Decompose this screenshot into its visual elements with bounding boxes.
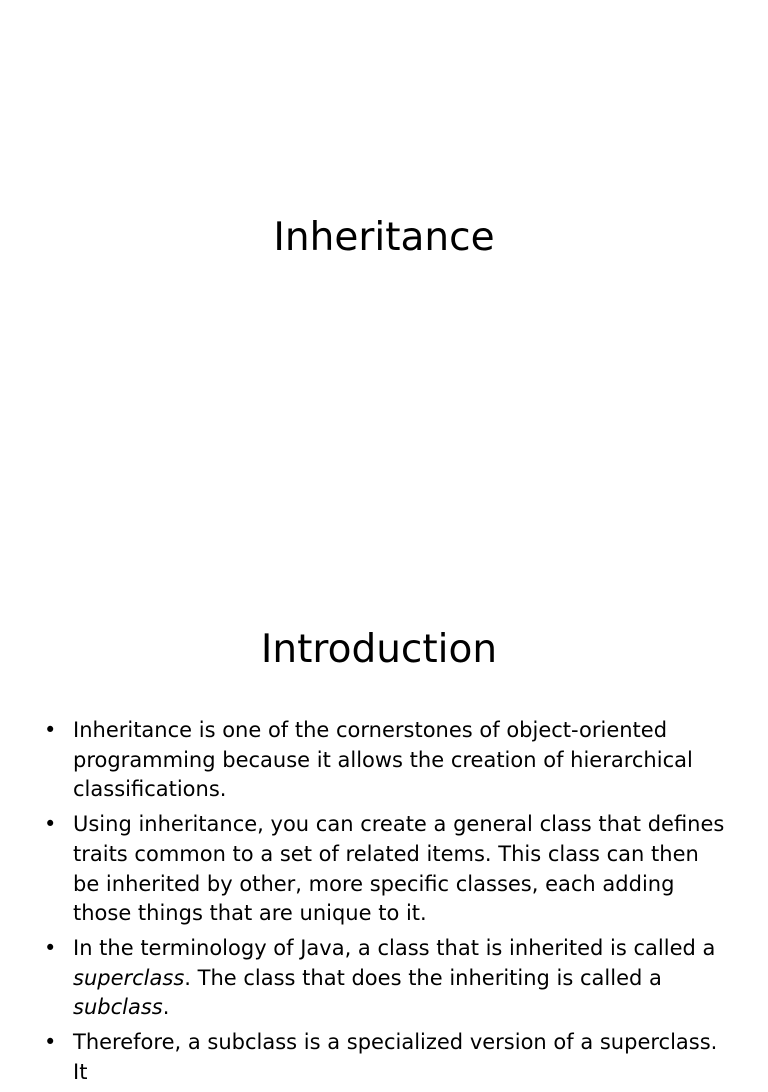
- bullet-dot-icon: •: [44, 718, 57, 742]
- bullet-dot-icon: •: [44, 935, 57, 960]
- bullet-text: Therefore, a subclass is a specialized version of a superclass. It: [73, 1030, 718, 1084]
- bullet-item: [40, 810, 730, 929]
- bullet-text-part: . The class that does the inheriting is called a: [184, 965, 662, 990]
- slide-title-heading: Inheritance: [273, 215, 495, 260]
- bullet-item: [40, 716, 730, 805]
- term-superclass: superclass: [73, 965, 185, 990]
- bullet-list: [40, 716, 730, 1092]
- bullet-text-part: In the terminology of Java, a class that is inherited is called a: [73, 935, 716, 960]
- slide-introduction: [0, 576, 768, 1084]
- bullet-item: [40, 1028, 730, 1087]
- bullet-dot-icon: •: [44, 1030, 57, 1055]
- bullet-dot-icon: •: [44, 812, 57, 837]
- term-subclass: subclass: [73, 995, 163, 1020]
- bullet-text: Inheritance is one of the cornerstones of object-oriented programming because it allows the creation of hierarchical classifications.: [73, 718, 693, 802]
- bullet-item: [40, 934, 730, 1023]
- bullet-text-part: .: [162, 995, 170, 1020]
- slide-introduction-heading: Introduction: [260, 627, 498, 672]
- bullet-text: Using inheritance, you can create a general class that defines traits common to a set of related items. This class can then be inherited by other, more specific classes, each adding those things that are unique to it.: [73, 812, 725, 926]
